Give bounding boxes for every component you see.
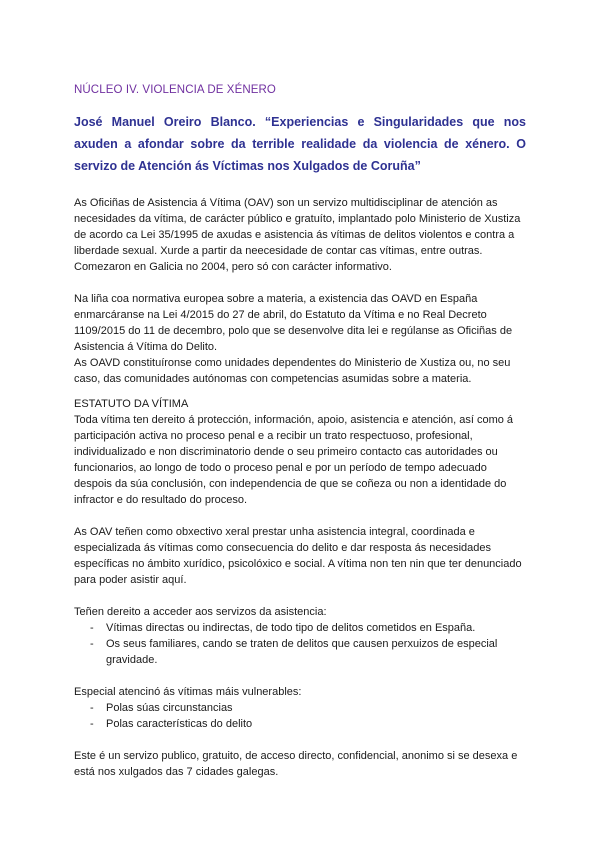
dash-bullet: - <box>90 718 94 730</box>
spacer <box>74 275 526 291</box>
list-item-text: Os seus familiares, cando se traten de delitos que causen perxuizos de especial gravidade. <box>106 638 498 666</box>
spacer <box>74 732 526 748</box>
paragraph-normativa: Na liña coa normativa europea sobre a materia, a existencia das OAVD en España enmarcáranse na Lei 4/2015 do 27 de abril, do Estatuto da Vítima e no Real Decreto 1109/2015 do 11 de decembro, polo que se desenvolve dita lei e regúlanse as Oficiñas de Asistencia á Vítima do Delito. <box>74 293 513 353</box>
dash-bullet: - <box>90 702 94 714</box>
paragraph-estatuto: Toda vítima ten dereito á protección, información, apoio, asistencia e atención, así como á participación activa no proceso penal e a recibir un trato respectuoso, profesional, individualizado e non discriminatorio dende o seu primeiro contacto cas autoridades ou funcionarios, ao longo de todo o proceso penal e por un período de tempo adecuado despois da súa conclusión, con independencia de que se coñeza ou non a identidade do infractor e do resultado do proceso. <box>74 414 514 506</box>
spacer <box>74 668 526 684</box>
paragraph-oavd: As OAVD constituíronse como unidades dependentes do Ministerio de Xustiza ou, no seu caso, das comunidades autónomas con competencias asumidas sobre a materia. <box>74 357 511 385</box>
section-heading: NÚCLEO IV. VIOLENCIA DE XÉNERO <box>74 84 276 96</box>
list-vulnerables <box>74 700 526 732</box>
dash-bullet: - <box>90 638 94 650</box>
list-item-text: Polas características do delito <box>106 718 253 730</box>
list-item <box>90 700 526 716</box>
list-item <box>90 636 526 668</box>
paragraph-oav-intro: As Oficiñas de Asistencia á Vítima (OAV) son un servizo multidisciplinar de atención as necesidades da vítima, de carácter público e gratuíto, implantado polo Ministerio de Xustiza de acordo ca Lei 35/1995 de axudas e asistencia ás vítimas de delitos violentos e contra a liberdade sexual. Xurde a partir da neecesidade de contar cas vítimas, entre outras. Comezaron en Galicia no 2004, pero só con carácter informativo. <box>74 197 521 273</box>
list-item <box>90 620 526 636</box>
dash-bullet: - <box>90 622 94 634</box>
estatuto-heading: ESTATUTO DA VÍTIMA <box>74 398 189 410</box>
spacer <box>74 387 526 396</box>
list-item-text: Polas súas circunstancias <box>106 702 233 714</box>
document-title: José Manuel Oreiro Blanco. “Experiencias e Singularidades que nos axuden a afondar sobre da terrible realidade da violencia de xénero. O servizo de Atención ás Víctimas nos Xulgados de Coruña” <box>74 115 526 173</box>
spacer <box>74 508 526 524</box>
list-intro-vulnerables: Especial atencinó ás vítimas máis vulnerables: <box>74 686 302 698</box>
list-dereito <box>74 620 526 668</box>
list-intro-dereito: Teñen dereito a acceder aos servizos da asistencia: <box>74 606 327 618</box>
paragraph-obxectivo: As OAV teñen como obxectivo xeral prestar unha asistencia integral, coordinada e especializada ás vítimas como consecuencia do delito e dar resposta ás necesidades específicas no ámbito xurídico, psicolóxico e social. A vítima non ten nin que ter denunciado para poder asistir aquí. <box>74 526 522 586</box>
list-item <box>90 716 526 732</box>
spacer <box>74 588 526 604</box>
document-page <box>74 84 526 780</box>
list-item-text: Vítimas directas ou indirectas, de todo tipo de delitos cometidos en España. <box>106 622 476 634</box>
paragraph-servizo: Este é un servizo publico, gratuito, de acceso directo, confidencial, anonimo si se desexa e está nos xulgados das 7 cidades galegas. <box>74 750 518 778</box>
